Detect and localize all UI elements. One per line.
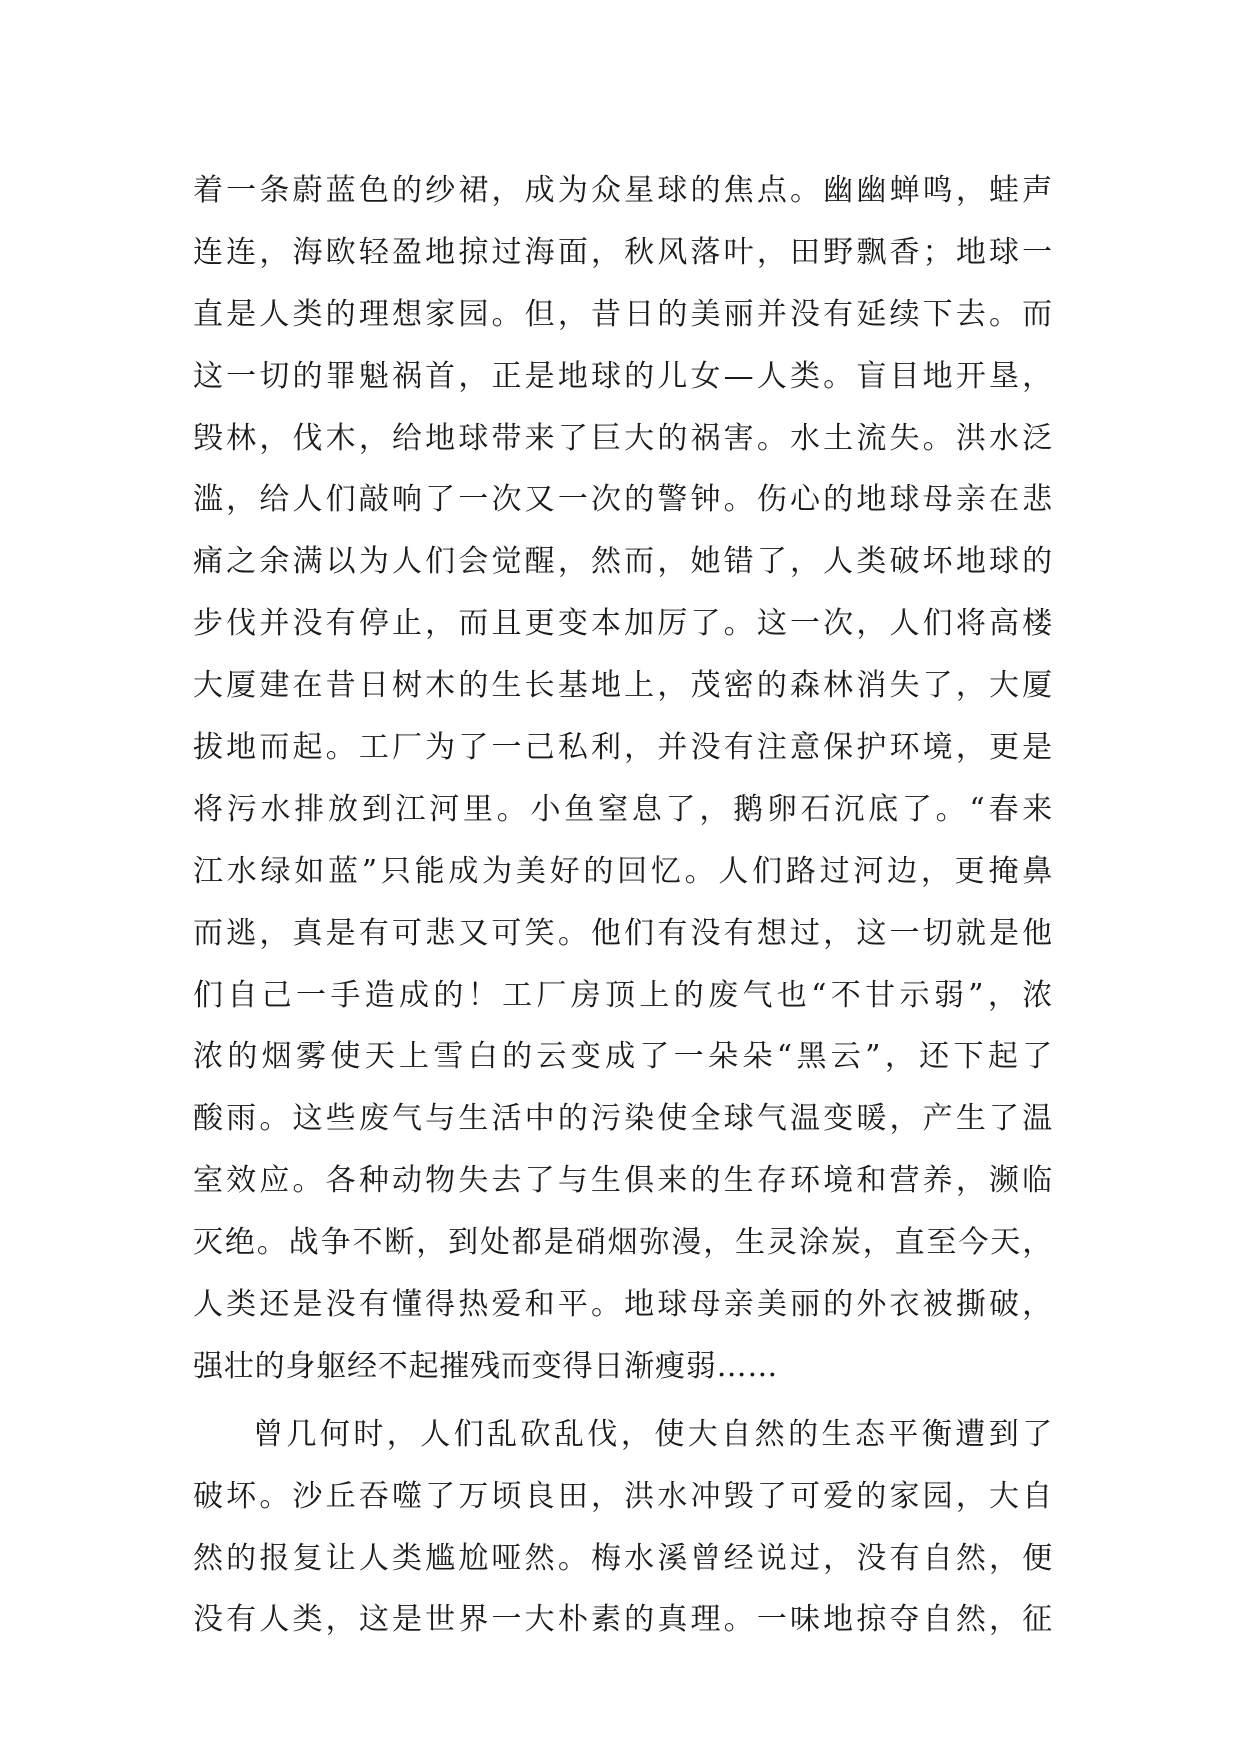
text-line: 这一切的罪魁祸首，正是地球的儿女—人类。盲目地开垦，: [193, 358, 1053, 394]
text-line: 江水绿如蓝”只能成为美好的回忆。人们路过河边，更掩鼻: [193, 853, 1053, 889]
text-line: 们自己一手造成的！工厂房顶上的废气也“不甘示弱”，浓: [193, 977, 1053, 1013]
text-line: 将污水排放到江河里。小鱼窒息了，鹅卵石沉底了。“春来: [193, 791, 1053, 827]
body-text: [193, 160, 1053, 1651]
text-line: 痛之余满以为人们会觉醒，然而，她错了，人类破坏地球的: [193, 544, 1053, 580]
text-line: 步伐并没有停止，而且更变本加厉了。这一次，人们将高楼: [193, 606, 1053, 642]
text-line: 然的报复让人类尴尬哑然。梅水溪曾经说过，没有自然，便: [193, 1540, 1053, 1576]
text-line: 没有人类，这是世界一大朴素的真理。一味地掠夺自然，征: [193, 1602, 1053, 1638]
text-line: 大厦建在昔日树木的生长基地上，茂密的森林消失了，大厦: [193, 668, 1053, 704]
paragraph-first-line: 曾几何时，人们乱砍乱伐，使大自然的生态平衡遭到了: [253, 1416, 1053, 1452]
text-line: 破坏。沙丘吞噬了万顷良田，洪水冲毁了可爱的家园，大自: [193, 1478, 1053, 1514]
text-line: 着一条蔚蓝色的纱裙，成为众星球的焦点。幽幽蝉鸣，蛙声: [193, 173, 1053, 208]
text-line: 毁林，伐木，给地球带来了巨大的祸害。水土流失。洪水泛: [193, 420, 1053, 456]
text-line: 直是人类的理想家园。但，昔日的美丽并没有延续下去。而: [193, 296, 1053, 332]
text-line: 而逃，真是有可悲又可笑。他们有没有想过，这一切就是他: [193, 915, 1053, 951]
text-line: 连连，海欧轻盈地掠过海面，秋风落叶，田野飘香；地球一: [193, 234, 1053, 270]
text-line: 酸雨。这些废气与生活中的污染使全球气温变暖，产生了温: [193, 1101, 1053, 1137]
text-line: 浓的烟雾使天上雪白的云变成了一朵朵“黑云”，还下起了: [193, 1039, 1053, 1075]
text-line: 灭绝。战争不断，到处都是硝烟弥漫，生灵涂炭，直至今天，: [193, 1225, 1053, 1261]
text-line: 强壮的身躯经不起摧残而变得日渐瘦弱……: [193, 1348, 779, 1384]
text-line: 拔地而起。工厂为了一己私利，并没有注意保护环境，更是: [193, 730, 1053, 766]
text-line: 人类还是没有懂得热爱和平。地球母亲美丽的外衣被撕破，: [193, 1287, 1053, 1323]
text-line: 滥，给人们敲响了一次又一次的警钟。伤心的地球母亲在悲: [193, 482, 1053, 518]
text-line: 室效应。各种动物失去了与生俱来的生存环境和营养，濒临: [193, 1163, 1053, 1199]
